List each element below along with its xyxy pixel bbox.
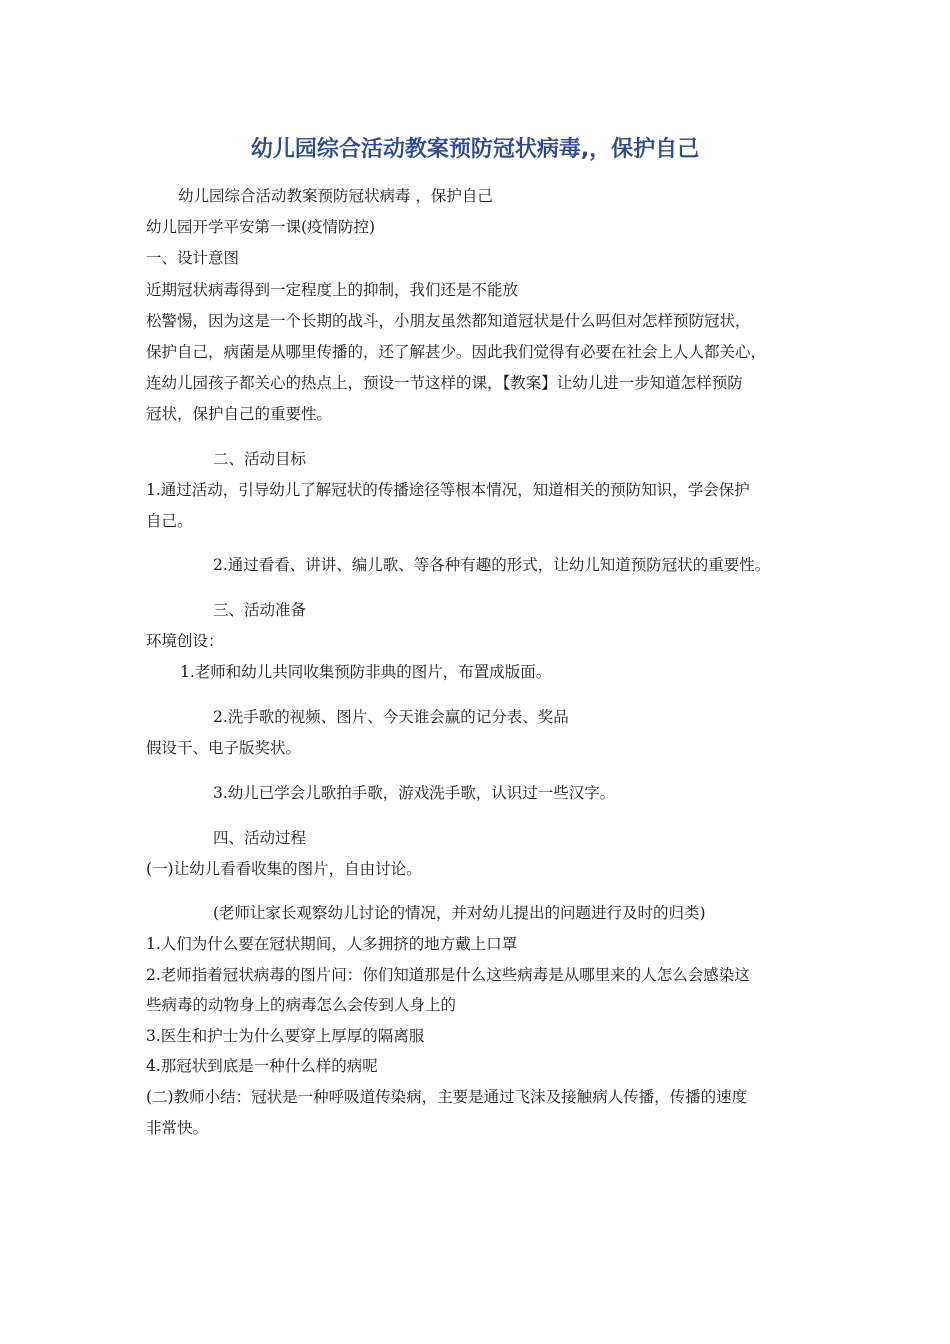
env-label: 环境创设： [146,632,224,650]
prep-item-line: 假设干、电子版奖状。 [146,739,302,757]
question-item: 1.人们为什么要在冠状期间，人多拥挤的地方戴上口罩 [146,935,518,953]
process-step: (一)让幼儿看看收集的图片，自由讨论。 [146,860,422,878]
document-title: 幼儿园综合活动教案预防冠状病毒,，保护自己 [250,137,700,162]
process-note: (老师让家长观察幼儿讨论的情况，并对幼儿提出的问题进行及时的归类) [213,904,706,922]
goal-item: 2.通过看看、讲讲、编儿歌、等各种有趣的形式，让幼儿知道预防冠状的重要性。 [213,556,771,574]
goal-item-line: 自己。 [146,512,193,530]
question-item-line: 些病毒的动物身上的病毒怎么会传到人身上的 [146,996,457,1014]
section-heading-preparation: 三、活动准备 [213,601,307,619]
process-step-line: 非常快。 [146,1119,209,1137]
prep-item-line: 2.洗手歌的视频、图片、今天谁会赢的记分表、奖品 [213,708,569,726]
paragraph-line: 近期冠状病毒得到一定程度上的抑制，我们还是不能放 [146,281,519,299]
section-heading-process: 四、活动过程 [213,829,307,847]
prep-item: 3.幼儿已学会儿歌拍手歌，游戏洗手歌，认识过一些汉字。 [213,784,616,802]
goal-item-line: 1.通过活动，引导幼儿了解冠状的传播途径等根本情况，知道相关的预防知识，学会保护 [146,481,750,499]
section-heading-goals: 二、活动目标 [213,450,307,468]
question-item: 4.那冠状到底是一种什么样的病呢 [146,1057,378,1075]
paragraph-line: 保护自己，病菌是从哪里传播的，还了解甚少。因此我们觉得有必要在社会上人人都关心， [146,343,767,361]
section-heading-design-intent: 一、设计意图 [146,249,240,267]
paragraph-line: 连幼儿园孩子都关心的热点上，预设一节这样的课，【教案】让幼儿进一步知道怎样预防 [146,374,743,392]
question-item: 3.医生和护士为什么要穿上厚厚的隔离服 [146,1027,425,1045]
process-step-line: (二)教师小结：冠状是一种呼吸道传染病，主要是通过飞沫及接触病人传播，传播的速度 [146,1088,748,1106]
lesson-name: 幼儿园开学平安第一课(疫情防控) [146,218,376,236]
paragraph-line: 冠状，保护自己的重要性。 [146,405,333,423]
paragraph-line: 松警惕，因为这是一个长期的战斗，小朋友虽然都知道冠状是什么吗但对怎样预防冠状， [146,312,751,330]
prep-item: 1.老师和幼儿共同收集预防非典的图片，布置成版面。 [180,663,552,681]
document-subtitle: 幼儿园综合活动教案预防冠状病毒 ，保护自己 [178,187,493,205]
question-item-line: 2.老师指着冠状病毒的图片问：你们知道那是什么这些病毒是从哪里来的人怎么会感染这 [146,966,750,984]
